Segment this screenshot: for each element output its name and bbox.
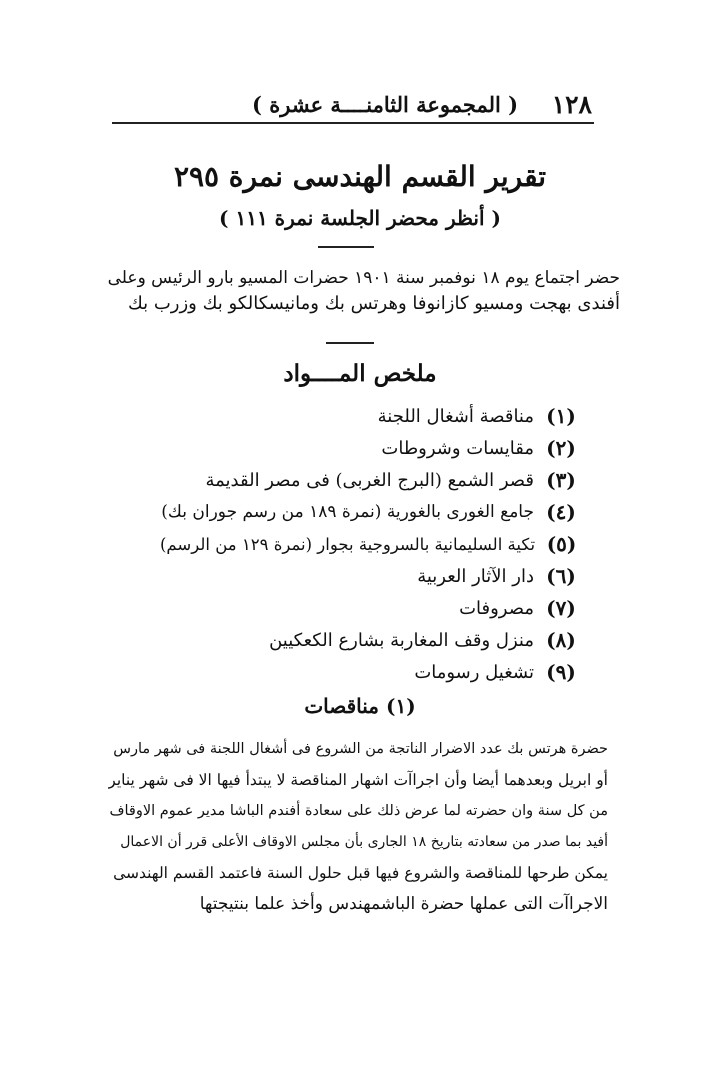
attendance-paragraph (100, 265, 620, 317)
item-number: (٩) (546, 660, 576, 684)
item-number: (٥) (546, 532, 577, 556)
item-text: مقايسات وشروطات (381, 437, 534, 459)
item-text: مصروفات (459, 597, 534, 619)
attendance-line: أفندى بهجت ومسيو كازانوفا وهرتس بك ومانيسكالكو بك وزرب بك (127, 293, 620, 314)
list-item (160, 592, 580, 624)
body-line: أو ابريل وبعدهما أيضا وأن اجراآت اشهار المناقصة لا يبتدأ فيها الا فى شهر يناير (108, 771, 608, 789)
body-line: من كل سنة وان حضرته لما عرض ذلك على سعادة أفندم الباشا مدير عموم الاوقاف (109, 803, 608, 819)
item-text: تكية السليمانية بالسروجية بجوار (نمرة ١٢٩ من الرسم) (160, 534, 536, 554)
item-text: تشغيل رسومات (414, 661, 534, 683)
body-line: الاجراآت التى عملها حضرة الباشمهندس وأخذ علما بنتيجتها (199, 894, 608, 914)
summary-heading: ملخص المــــواد (283, 360, 437, 387)
report-title: تقرير القسم الهندسى نمرة ٢٩٥ (173, 160, 547, 193)
attendance-line: حضر اجتماع يوم ١٨ نوفمبر سنة ١٩٠١ حضرات المسيو بارو الرئيس وعلى (107, 268, 620, 288)
list-item (160, 624, 580, 656)
list-item (160, 496, 580, 528)
item-text: جامع الغورى بالغورية (نمرة ١٨٩ من رسم جوران بك) (161, 502, 534, 522)
section-body (108, 734, 608, 920)
item-text: دار الآثار العربية (417, 565, 534, 587)
list-item (160, 432, 580, 464)
item-number: (٨) (546, 628, 576, 652)
running-title: ( المجموعة الثامنــــة عشرة ) (252, 91, 519, 117)
item-number: (٦) (546, 564, 576, 588)
report-subtitle: ( أنظر محضر الجلسة نمرة ١١١ ) (219, 206, 501, 230)
body-line: يمكن طرحها للمناقصة والشروع فيها قبل حلول السنة فاعتمد القسم الهندسى (113, 864, 608, 882)
list-item (160, 560, 580, 592)
item-number: (٤) (546, 500, 576, 524)
section-heading: (١) مناقصات (304, 694, 416, 718)
item-number: (٣) (546, 468, 576, 492)
list-item (160, 528, 580, 560)
item-number: (٢) (546, 436, 576, 460)
list-item (160, 656, 580, 688)
page-header (112, 86, 594, 124)
item-number: (١) (546, 404, 576, 428)
divider (326, 342, 374, 344)
item-text: منزل وقف المغاربة بشارع الكعكيين (269, 629, 534, 651)
item-number: (٧) (546, 596, 576, 620)
summary-list (160, 400, 580, 688)
list-item (160, 400, 580, 432)
item-text: قصر الشمع (البرج الغربى) فى مصر القديمة (205, 469, 534, 491)
body-line: أفيد بما صدر من سعادته بتاريخ ١٨ الجارى بأن مجلس الاوقاف الأعلى قرر أن الاعمال (120, 834, 608, 850)
list-item (160, 464, 580, 496)
page-number: ١٢٨ (551, 89, 592, 119)
body-line: حضرة هرتس بك عدد الاضرار الناتجة من الشروع فى أشغال اللجنة فى شهر مارس (113, 741, 608, 757)
divider (318, 246, 374, 248)
item-text: مناقصة أشغال اللجنة (377, 405, 534, 427)
